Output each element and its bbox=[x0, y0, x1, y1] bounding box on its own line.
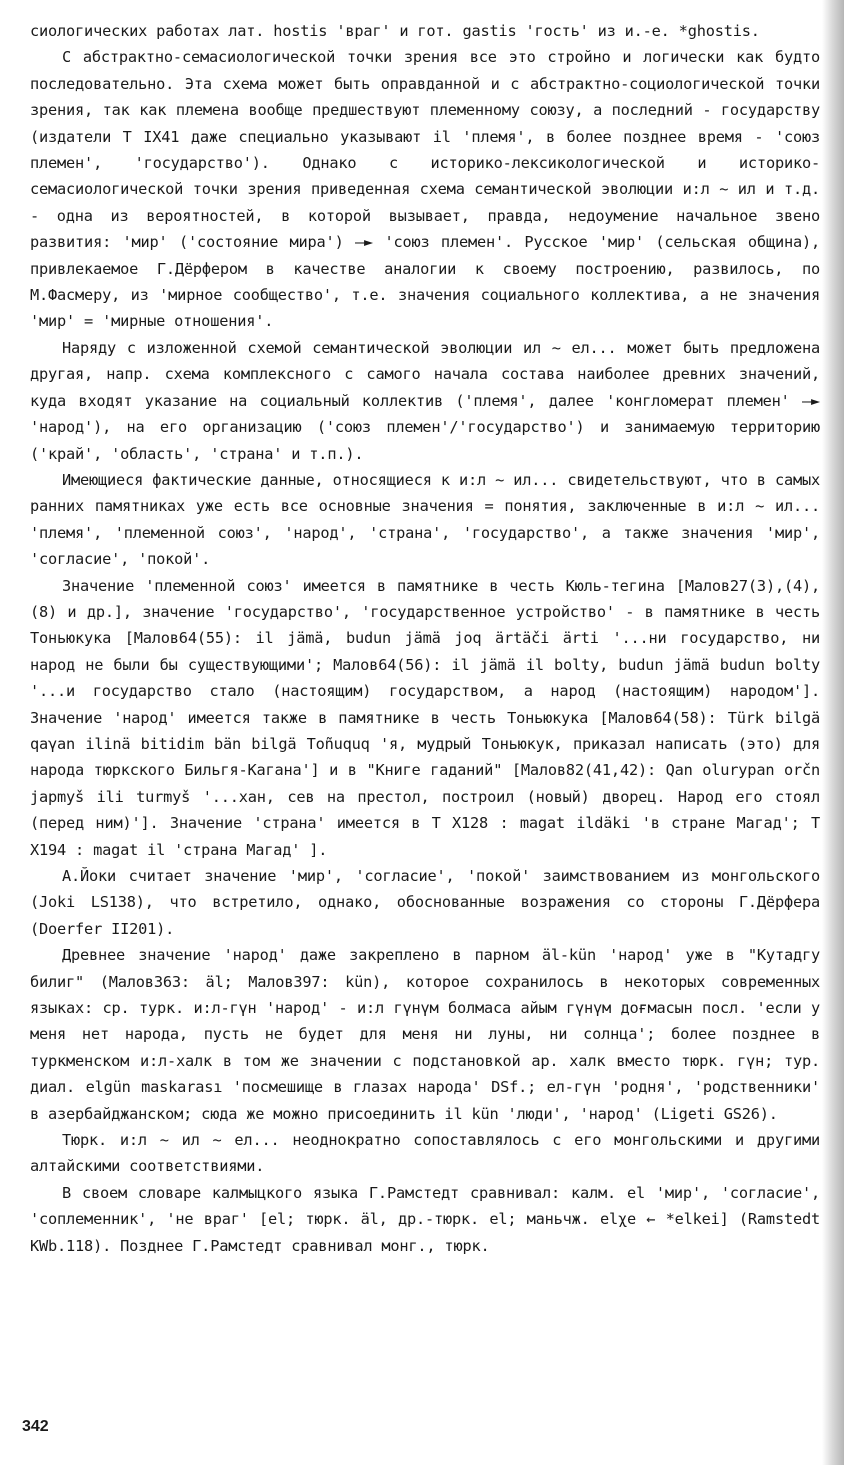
paragraph: Значение 'племенной союз' имеется в памятнике в честь Кюль-тегина [Малов27(3),(4),(8) и др.], значение 'государство', 'государственное устройство' - в памятнике в честь Тоньюкука [Малов64(55): il jämä, budun jämä joq ärtäči ärti '...ни государство, ни народ не были бы существующими'; Малов64(56): il jämä il bolty, budun jämä budun bolty '...и государство стало (настоящим) государством, а народ (настоящим) народом']. Значение 'народ' имеется также в памятнике в честь Тоньюкука [Малов64(58): Türk bilgä qaγan ilinä bitidim bän bilgä Toñuquq 'я, мудрый Тоньюкук, приказал написать (это) для народа тюркского Бильгя-Кагана'] и в "Книге гаданий" [Малов82(41,42): Qan olurypan orčn japmyš ili turmyš '...хан, сев на престол, построил (новый) дворец. Народ его стоял (перед ним)']. Значение 'страна' имеется в Т X128 : magat ildäki 'в стране Магад'; Т X194 : magat il 'страна Магад' ]. bbox=[30, 576, 820, 859]
body-text bbox=[30, 18, 820, 1259]
paragraph: Имеющиеся фактические данные, относящиеся к и:л ~ ил... свидетельствуют, что в самых ранних памятниках уже есть все основные значения = понятия, заключенные в и:л ~ ил... 'племя', 'племенной союз', 'народ', 'страна', 'государство', а также значения 'мир', 'согласие', 'покой'. bbox=[30, 470, 820, 569]
paragraph: Древнее значение 'народ' даже закреплено в парном äl-kün 'народ' уже в "Кутадгу билиг" (Малов363: äl; Малов397: kün), которое сохранилось в некоторых современных языках: ср. турк. и:л-гүн 'народ' - и:л гүнүм болмаса айым гүнүм доғмасын посл. 'если у меня нет народа, пусть не будет для меня ни луны, ни солнца'; более позднее в туркменском и:л-халк в том же значении с подстановкой ар. халк вместо тюрк. гүн; тур. диал. elgün maskarası 'посмешище в глазах народа' DSf.; ел-гүн 'родня', 'родственники' в азербайджанском; сюда же можно присоединить il kün 'люди', 'народ' (Ligeti GS26). bbox=[30, 946, 820, 1123]
paragraph: А.Йоки считает значение 'мир', 'согласие', 'покой' заимствованием из монгольского (Joki LS138), что встретило, однако, обоснованные возражения со стороны Г.Дёрфера (Doerfer II201). bbox=[30, 867, 820, 938]
page-number: 342 bbox=[22, 1418, 49, 1435]
paragraph: С абстрактно-семасиологической точки зрения все это стройно и логически как будто последовательно. Эта схема может быть оправданной и с абстрактно-социологической точки зрения, так как племена вообще предшествуют племенному союзу, а последний - государству (издатели Т IX41 даже специально указывают il 'племя', в более позднее время - 'союз племен', 'государство'). Однако с историко-лексикологической и историко-семасиологической точки зрения приведенная схема семантической эволюции и:л ~ ил и т.д. - одна из вероятностей, в которой вызывает, правда, недоумение начальное звено развития: 'мир' ('состояние мира') —► 'союз племен'. Русское 'мир' (сельская община), привлекаемое Г.Дёрфером в качестве аналогии к своему построению, развилось, по М.Фасмеру, из 'мирное сообщество', т.е. значения социального коллектива, а не значения 'мир' = 'мирные отношения'. bbox=[30, 48, 820, 331]
paragraph: Тюрк. и:л ~ ил ~ ел... неоднократно сопоставлялось с его монгольскими и другими алтайскими соответствиями. bbox=[30, 1131, 820, 1176]
paragraph: Наряду с изложенной схемой семантической эволюции ил ~ ел... может быть предложена другая, напр. схема комплексного с самого начала состава наиболее древних значений, куда входят указание на социальный коллектив ('племя', далее 'конгломерат племен' —► 'народ'), на его организацию ('союз племен'/'государство') и занимаемую территорию ('край', 'область', 'страна' и т.п.). bbox=[30, 338, 820, 463]
paragraph: сиологических работах лат. hostis 'враг' и гот. gastis 'гость' из и.-е. *ghostis. bbox=[30, 22, 760, 40]
scan-edge-shadow bbox=[822, 0, 844, 1465]
paragraph: В своем словаре калмыцкого языка Г.Рамстедт сравнивал: калм. el 'мир', 'согласие', 'соплеменник', 'не враг' [el; тюрк. äl, др.-тюрк. el; маньчж. elχe ← *elkei] (Ramstedt KWb.118). Позднее Г.Рамстедт сравнивал монг., тюрк. bbox=[30, 1183, 820, 1255]
